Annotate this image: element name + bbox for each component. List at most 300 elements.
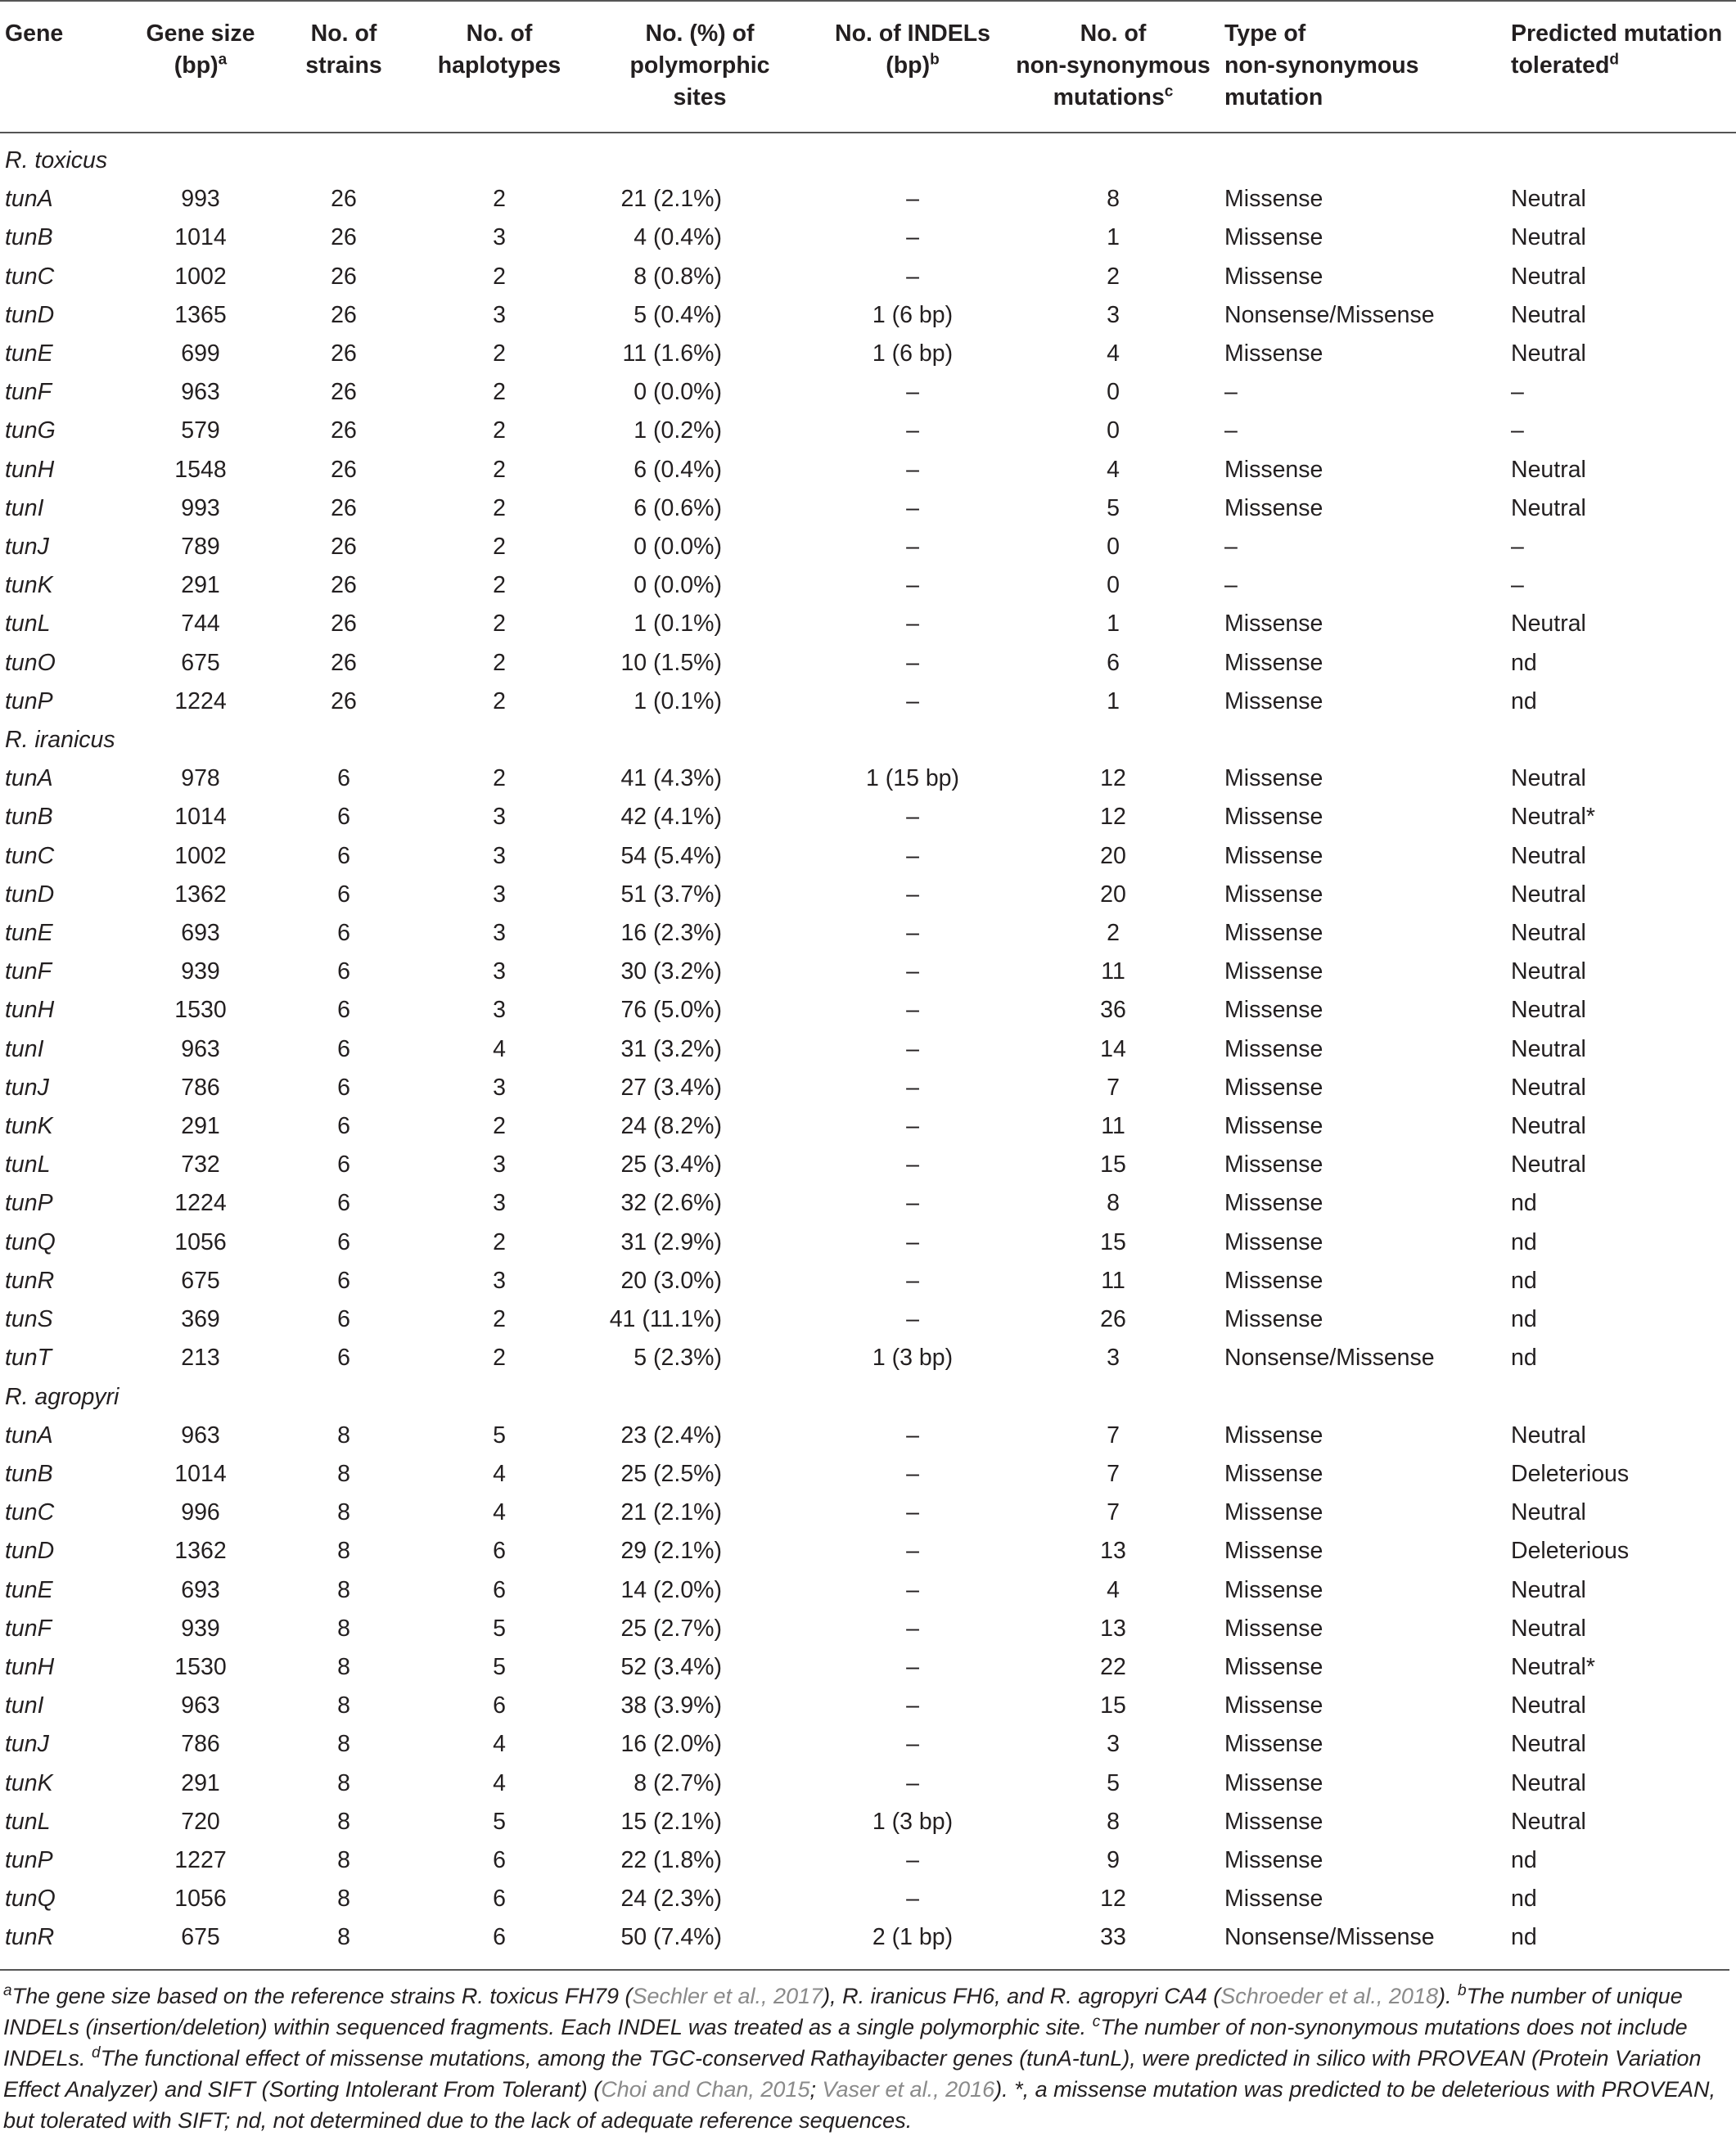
cell-nonsyn-count: 8 — [1107, 1808, 1120, 1835]
cell-mutation-type: Missense — [1224, 1731, 1323, 1758]
cell-polymorphic-sites: 0 (0.0%) — [634, 534, 722, 561]
cell-predicted-tolerance: Neutral* — [1511, 1653, 1595, 1680]
cell-gene-size: 963 — [181, 1692, 220, 1719]
table-row — [0, 1339, 1736, 1377]
cell-gene: tunL — [5, 1808, 51, 1835]
table-body — [0, 133, 1736, 1958]
cell-gene: tunP — [5, 1846, 53, 1873]
cell-indels: – — [906, 1267, 919, 1294]
cell-strains: 8 — [337, 1615, 350, 1642]
cell-haplotypes: 2 — [493, 1306, 506, 1333]
cell-indels: 1 (6 bp) — [872, 340, 954, 367]
cell-nonsyn-count: 3 — [1107, 1345, 1120, 1372]
header-indels: No. of INDELs (bp)$^b$ — [818, 1, 1007, 133]
cell-gene: tunH — [5, 997, 55, 1024]
cell-gene: tunB — [5, 804, 53, 831]
cell-nonsyn-count: 9 — [1107, 1846, 1120, 1873]
cell-gene: tunF — [5, 379, 52, 406]
cell-haplotypes: 2 — [493, 572, 506, 599]
cell-strains: 26 — [331, 186, 357, 213]
cell-gene-size: 1530 — [174, 1653, 227, 1680]
cell-predicted-tolerance: Neutral — [1511, 1808, 1586, 1835]
header-mutation-type: Type of non-synonymous mutation — [1220, 1, 1506, 133]
cell-indels: – — [906, 456, 919, 483]
cell-gene: tunQ — [5, 1886, 56, 1913]
cell-haplotypes: 3 — [493, 1267, 506, 1294]
cell-nonsyn-count: 8 — [1107, 1190, 1120, 1217]
cell-strains: 6 — [337, 804, 350, 831]
table-row — [0, 1571, 1736, 1610]
cell-gene-size: 699 — [181, 340, 220, 367]
footnote-citation-link[interactable]: Choi and Chan, 2015 — [601, 2076, 810, 2102]
table-row — [0, 1494, 1736, 1532]
cell-indels: – — [906, 263, 919, 290]
table-row — [0, 1764, 1736, 1803]
cell-strains: 8 — [337, 1924, 350, 1951]
cell-nonsyn-count: 5 — [1107, 1769, 1120, 1796]
cell-haplotypes: 3 — [493, 1074, 506, 1101]
cell-predicted-tolerance: Neutral — [1511, 1576, 1586, 1603]
cell-mutation-type: Nonsense/Missense — [1224, 1924, 1435, 1951]
cell-haplotypes: 3 — [493, 881, 506, 908]
cell-nonsyn-count: 12 — [1100, 804, 1126, 831]
cell-strains: 6 — [337, 1113, 350, 1140]
cell-predicted-tolerance: Neutral — [1511, 263, 1586, 290]
cell-nonsyn-count: 4 — [1107, 1576, 1120, 1603]
header-predicted-tolerance: Predicted mutation tolerated$^d$ — [1506, 1, 1736, 133]
cell-strains: 8 — [337, 1460, 350, 1487]
table-row — [0, 1417, 1736, 1455]
cell-predicted-tolerance: Neutral — [1511, 186, 1586, 213]
cell-mutation-type: Missense — [1224, 1190, 1323, 1217]
table-row — [0, 1610, 1736, 1648]
cell-predicted-tolerance: nd — [1511, 687, 1537, 714]
footnote-marker-d: d — [92, 2044, 101, 2062]
footnote-marker-c: c — [1092, 2012, 1101, 2030]
table-row — [0, 528, 1736, 566]
cell-polymorphic-sites: 21 (2.1%) — [620, 1499, 722, 1526]
cell-gene-size: 1056 — [174, 1228, 227, 1255]
cell-mutation-type: – — [1224, 534, 1238, 561]
cell-gene-size: 1227 — [174, 1846, 227, 1873]
cell-gene-size: 1362 — [174, 1538, 227, 1565]
cell-gene: tunK — [5, 1113, 53, 1140]
cell-mutation-type: Missense — [1224, 649, 1323, 676]
cell-gene-size: 693 — [181, 1576, 220, 1603]
cell-polymorphic-sites: 25 (2.5%) — [620, 1460, 722, 1487]
cell-gene: tunD — [5, 1538, 55, 1565]
cell-indels: – — [906, 842, 919, 869]
cell-gene: tunB — [5, 1460, 53, 1487]
cell-gene-size: 963 — [181, 1422, 220, 1449]
cell-gene: tunE — [5, 340, 53, 367]
cell-nonsyn-count: 3 — [1107, 1731, 1120, 1758]
cell-indels: – — [906, 494, 919, 521]
cell-haplotypes: 2 — [493, 1345, 506, 1372]
cell-predicted-tolerance: Neutral — [1511, 1692, 1586, 1719]
cell-haplotypes: 2 — [493, 263, 506, 290]
cell-haplotypes: 3 — [493, 301, 506, 328]
cell-polymorphic-sites: 27 (3.4%) — [620, 1074, 722, 1101]
cell-mutation-type: Missense — [1224, 494, 1323, 521]
cell-nonsyn-count: 2 — [1107, 920, 1120, 947]
cell-gene-size: 789 — [181, 534, 220, 561]
cell-gene: tunF — [5, 958, 52, 985]
table-row — [0, 296, 1736, 335]
cell-polymorphic-sites: 11 (1.6%) — [622, 340, 722, 367]
cell-mutation-type: Nonsense/Missense — [1224, 1345, 1435, 1372]
cell-mutation-type: Missense — [1224, 920, 1323, 947]
cell-nonsyn-count: 15 — [1100, 1151, 1126, 1178]
cell-polymorphic-sites: 24 (2.3%) — [620, 1886, 722, 1913]
cell-gene-size: 1002 — [174, 842, 227, 869]
cell-gene: tunG — [5, 417, 56, 444]
cell-gene: tunD — [5, 301, 55, 328]
cell-mutation-type: Missense — [1224, 842, 1323, 869]
cell-gene-size: 675 — [181, 1924, 220, 1951]
cell-predicted-tolerance: – — [1511, 379, 1524, 406]
cell-nonsyn-count: 20 — [1100, 881, 1126, 908]
header-strains: No. of strains — [270, 1, 417, 133]
species-group-row — [0, 721, 1736, 759]
cell-strains: 26 — [331, 301, 357, 328]
cell-gene-size: 369 — [181, 1306, 220, 1333]
cell-nonsyn-count: 22 — [1100, 1653, 1126, 1680]
cell-strains: 26 — [331, 456, 357, 483]
cell-strains: 8 — [337, 1692, 350, 1719]
table-footnotes — [0, 1969, 1729, 2136]
table-row — [0, 412, 1736, 450]
cell-mutation-type: Missense — [1224, 1576, 1323, 1603]
cell-mutation-type: Missense — [1224, 1460, 1323, 1487]
cell-gene-size: 996 — [181, 1499, 220, 1526]
cell-haplotypes: 6 — [493, 1692, 506, 1719]
cell-polymorphic-sites: 52 (3.4%) — [620, 1653, 722, 1680]
cell-haplotypes: 2 — [493, 1228, 506, 1255]
table-row — [0, 837, 1736, 876]
cell-gene-size: 1530 — [174, 997, 227, 1024]
cell-mutation-type: Missense — [1224, 1886, 1323, 1913]
cell-nonsyn-count: 12 — [1100, 765, 1126, 792]
cell-gene-size: 1224 — [174, 687, 227, 714]
cell-strains: 8 — [337, 1499, 350, 1526]
cell-haplotypes: 2 — [493, 186, 506, 213]
cell-gene-size: 1365 — [174, 301, 227, 328]
cell-predicted-tolerance: Neutral — [1511, 1113, 1586, 1140]
table-row — [0, 1725, 1736, 1764]
cell-indels: – — [906, 804, 919, 831]
cell-mutation-type: Missense — [1224, 687, 1323, 714]
cell-haplotypes: 2 — [493, 494, 506, 521]
table-row — [0, 683, 1736, 721]
table-row — [0, 644, 1736, 683]
cell-nonsyn-count: 7 — [1107, 1074, 1120, 1101]
table-row — [0, 953, 1736, 991]
cell-nonsyn-count: 11 — [1101, 1113, 1125, 1140]
cell-gene: tunI — [5, 494, 44, 521]
cell-predicted-tolerance: Neutral — [1511, 1151, 1586, 1178]
cell-strains: 26 — [331, 572, 357, 599]
cell-haplotypes: 3 — [493, 997, 506, 1024]
footnote-marker-b: b — [1458, 1981, 1467, 1999]
cell-gene-size: 1014 — [174, 224, 227, 251]
cell-strains: 8 — [337, 1846, 350, 1873]
footnote-citation-link[interactable]: Vaser et al., 2016 — [822, 2076, 995, 2102]
cell-strains: 26 — [331, 687, 357, 714]
cell-strains: 8 — [337, 1422, 350, 1449]
cell-gene: tunC — [5, 1499, 55, 1526]
cell-gene: tunS — [5, 1306, 53, 1333]
header-polymorphic-sites: No. (%) of polymorphic sites — [581, 1, 818, 133]
cell-haplotypes: 5 — [493, 1615, 506, 1642]
cell-mutation-type: Missense — [1224, 1035, 1323, 1062]
cell-indels: 1 (15 bp) — [865, 765, 960, 792]
cell-nonsyn-count: 5 — [1107, 494, 1120, 521]
cell-gene: tunC — [5, 263, 55, 290]
cell-strains: 6 — [337, 958, 350, 985]
cell-strains: 26 — [331, 494, 357, 521]
cell-indels: – — [906, 1576, 919, 1603]
cell-indels: – — [906, 1886, 919, 1913]
cell-polymorphic-sites: 5 (2.3%) — [634, 1345, 722, 1372]
cell-haplotypes: 3 — [493, 1190, 506, 1217]
cell-strains: 6 — [337, 881, 350, 908]
cell-mutation-type: Missense — [1224, 1538, 1323, 1565]
cell-polymorphic-sites: 22 (1.8%) — [620, 1846, 722, 1873]
table-row — [0, 1648, 1736, 1687]
cell-predicted-tolerance: Neutral — [1511, 765, 1586, 792]
cell-predicted-tolerance: Neutral* — [1511, 804, 1595, 831]
cell-gene: tunH — [5, 1653, 55, 1680]
cell-strains: 6 — [337, 1267, 350, 1294]
table-row — [0, 605, 1736, 643]
cell-indels: 1 (6 bp) — [872, 301, 954, 328]
cell-indels: – — [906, 1769, 919, 1796]
cell-strains: 6 — [337, 920, 350, 947]
cell-predicted-tolerance: nd — [1511, 1306, 1537, 1333]
table-row — [0, 566, 1736, 605]
cell-nonsyn-count: 13 — [1100, 1538, 1126, 1565]
cell-gene: tunC — [5, 842, 55, 869]
cell-strains: 26 — [331, 611, 357, 638]
cell-nonsyn-count: 1 — [1107, 611, 1120, 638]
table-row — [0, 1030, 1736, 1069]
cell-indels: – — [906, 881, 919, 908]
cell-strains: 8 — [337, 1538, 350, 1565]
cell-gene-size: 579 — [181, 417, 220, 444]
cell-gene-size: 786 — [181, 1074, 220, 1101]
table-header-row — [0, 1, 1736, 133]
cell-haplotypes: 2 — [493, 534, 506, 561]
table-row — [0, 1455, 1736, 1494]
cell-haplotypes: 2 — [493, 687, 506, 714]
header-nonsyn-count: No. of non-synonymous mutations$^c$ — [1007, 1, 1220, 133]
cell-haplotypes: 2 — [493, 340, 506, 367]
cell-gene-size: 732 — [181, 1151, 220, 1178]
cell-indels: – — [906, 1228, 919, 1255]
cell-mutation-type: Missense — [1224, 958, 1323, 985]
cell-predicted-tolerance: Neutral — [1511, 340, 1586, 367]
cell-nonsyn-count: 0 — [1107, 417, 1120, 444]
table-row — [0, 1223, 1736, 1262]
cell-gene: tunR — [5, 1267, 55, 1294]
cell-predicted-tolerance: Neutral — [1511, 1422, 1586, 1449]
cell-polymorphic-sites: 30 (3.2%) — [620, 958, 722, 985]
cell-polymorphic-sites: 0 (0.0%) — [634, 379, 722, 406]
cell-nonsyn-count: 13 — [1100, 1615, 1126, 1642]
species-group-row — [0, 133, 1736, 180]
cell-indels: – — [906, 1190, 919, 1217]
table-row — [0, 798, 1736, 836]
cell-haplotypes: 3 — [493, 804, 506, 831]
cell-polymorphic-sites: 50 (7.4%) — [620, 1924, 722, 1951]
cell-nonsyn-count: 3 — [1107, 301, 1120, 328]
cell-nonsyn-count: 7 — [1107, 1422, 1120, 1449]
species-group-label: R. toxicus — [5, 147, 108, 173]
cell-predicted-tolerance: Neutral — [1511, 456, 1586, 483]
cell-nonsyn-count: 33 — [1100, 1924, 1126, 1951]
table-row — [0, 1841, 1736, 1880]
cell-nonsyn-count: 26 — [1100, 1306, 1126, 1333]
cell-mutation-type: Missense — [1224, 456, 1323, 483]
cell-nonsyn-count: 7 — [1107, 1499, 1120, 1526]
cell-polymorphic-sites: 1 (0.1%) — [634, 687, 722, 714]
cell-gene: tunE — [5, 920, 53, 947]
cell-indels: – — [906, 186, 919, 213]
cell-gene-size: 1014 — [174, 1460, 227, 1487]
cell-haplotypes: 5 — [493, 1422, 506, 1449]
table-row — [0, 1880, 1736, 1918]
cell-strains: 8 — [337, 1731, 350, 1758]
cell-polymorphic-sites: 14 (2.0%) — [620, 1576, 722, 1603]
cell-gene-size: 213 — [181, 1345, 220, 1372]
cell-haplotypes: 3 — [493, 1151, 506, 1178]
cell-polymorphic-sites: 41 (11.1%) — [609, 1306, 722, 1333]
cell-strains: 26 — [331, 534, 357, 561]
cell-predicted-tolerance: – — [1511, 417, 1524, 444]
cell-predicted-tolerance: Neutral — [1511, 997, 1586, 1024]
cell-polymorphic-sites: 54 (5.4%) — [620, 842, 722, 869]
cell-polymorphic-sites: 1 (0.2%) — [634, 417, 722, 444]
cell-nonsyn-count: 11 — [1101, 1267, 1125, 1294]
cell-polymorphic-sites: 38 (3.9%) — [620, 1692, 722, 1719]
cell-haplotypes: 5 — [493, 1808, 506, 1835]
cell-indels: 1 (3 bp) — [872, 1345, 954, 1372]
cell-haplotypes: 2 — [493, 417, 506, 444]
cell-gene-size: 993 — [181, 186, 220, 213]
cell-polymorphic-sites: 32 (2.6%) — [620, 1190, 722, 1217]
cell-predicted-tolerance: Neutral — [1511, 958, 1586, 985]
cell-haplotypes: 2 — [493, 456, 506, 483]
cell-polymorphic-sites: 76 (5.0%) — [620, 997, 722, 1024]
cell-polymorphic-sites: 15 (2.1%) — [620, 1808, 722, 1835]
cell-nonsyn-count: 36 — [1100, 997, 1126, 1024]
cell-gene: tunK — [5, 572, 53, 599]
cell-haplotypes: 3 — [493, 958, 506, 985]
cell-haplotypes: 6 — [493, 1576, 506, 1603]
cell-gene: tunP — [5, 687, 53, 714]
cell-strains: 6 — [337, 1074, 350, 1101]
cell-indels: – — [906, 572, 919, 599]
cell-gene: tunO — [5, 649, 56, 676]
footnote-citation-link[interactable]: Sechler et al., 2017 — [632, 1983, 823, 2008]
cell-nonsyn-count: 0 — [1107, 572, 1120, 599]
cell-nonsyn-count: 12 — [1100, 1886, 1126, 1913]
cell-strains: 8 — [337, 1808, 350, 1835]
cell-mutation-type: – — [1224, 572, 1238, 599]
cell-indels: – — [906, 1692, 919, 1719]
cell-predicted-tolerance: – — [1511, 534, 1524, 561]
cell-gene: tunB — [5, 224, 53, 251]
cell-predicted-tolerance: nd — [1511, 1886, 1537, 1913]
cell-gene-size: 1362 — [174, 881, 227, 908]
cell-gene-size: 675 — [181, 1267, 220, 1294]
cell-gene-size: 963 — [181, 1035, 220, 1062]
table-row — [0, 1069, 1736, 1107]
cell-nonsyn-count: 2 — [1107, 263, 1120, 290]
table-row — [0, 876, 1736, 914]
cell-gene: tunR — [5, 1924, 55, 1951]
cell-nonsyn-count: 15 — [1100, 1228, 1126, 1255]
table-row — [0, 1262, 1736, 1300]
cell-gene: tunJ — [5, 1731, 49, 1758]
footnote-citation-link[interactable]: Schroeder et al., 2018 — [1220, 1983, 1438, 2008]
cell-mutation-type: Missense — [1224, 1615, 1323, 1642]
cell-nonsyn-count: 6 — [1107, 649, 1120, 676]
cell-gene-size: 693 — [181, 920, 220, 947]
cell-mutation-type: Missense — [1224, 611, 1323, 638]
cell-mutation-type: Nonsense/Missense — [1224, 301, 1435, 328]
cell-indels: – — [906, 1074, 919, 1101]
cell-strains: 6 — [337, 1151, 350, 1178]
cell-haplotypes: 6 — [493, 1846, 506, 1873]
footnote-d-text: The functional effect of missense mutations, among the TGC-conserved Rathayibacter genes (tunA-tunL), were predicted in silico with PROVEAN (Protein Variation Effect Analyzer) and SIFT (Sorting Intolerant From Tolerant) ( — [3, 2045, 1702, 2102]
cell-strains: 8 — [337, 1769, 350, 1796]
cell-indels: – — [906, 1306, 919, 1333]
cell-haplotypes: 2 — [493, 765, 506, 792]
cell-nonsyn-count: 14 — [1100, 1035, 1126, 1062]
cell-gene: tunF — [5, 1615, 52, 1642]
cell-gene: tunQ — [5, 1228, 56, 1255]
cell-strains: 8 — [337, 1576, 350, 1603]
cell-strains: 6 — [337, 1035, 350, 1062]
cell-nonsyn-count: 8 — [1107, 186, 1120, 213]
footnote-marker-a: a — [3, 1981, 12, 1999]
table-row — [0, 1532, 1736, 1570]
cell-gene-size: 675 — [181, 649, 220, 676]
cell-strains: 26 — [331, 417, 357, 444]
cell-polymorphic-sites: 25 (2.7%) — [620, 1615, 722, 1642]
cell-haplotypes: 4 — [493, 1460, 506, 1487]
cell-predicted-tolerance: Neutral — [1511, 1615, 1586, 1642]
table-row — [0, 991, 1736, 1030]
cell-nonsyn-count: 0 — [1107, 534, 1120, 561]
table-row — [0, 1107, 1736, 1146]
cell-gene: tunK — [5, 1769, 53, 1796]
cell-nonsyn-count: 15 — [1100, 1692, 1126, 1719]
cell-haplotypes: 4 — [493, 1769, 506, 1796]
cell-indels: – — [906, 997, 919, 1024]
cell-predicted-tolerance: – — [1511, 572, 1524, 599]
cell-predicted-tolerance: nd — [1511, 1190, 1537, 1217]
header-gene-size: Gene size (bp)$^a$ — [131, 1, 270, 133]
cell-polymorphic-sites: 10 (1.5%) — [620, 649, 722, 676]
cell-polymorphic-sites: 21 (2.1%) — [620, 186, 722, 213]
cell-polymorphic-sites: 42 (4.1%) — [620, 804, 722, 831]
cell-indels: – — [906, 1846, 919, 1873]
cell-mutation-type: Missense — [1224, 1769, 1323, 1796]
table-row — [0, 914, 1736, 953]
